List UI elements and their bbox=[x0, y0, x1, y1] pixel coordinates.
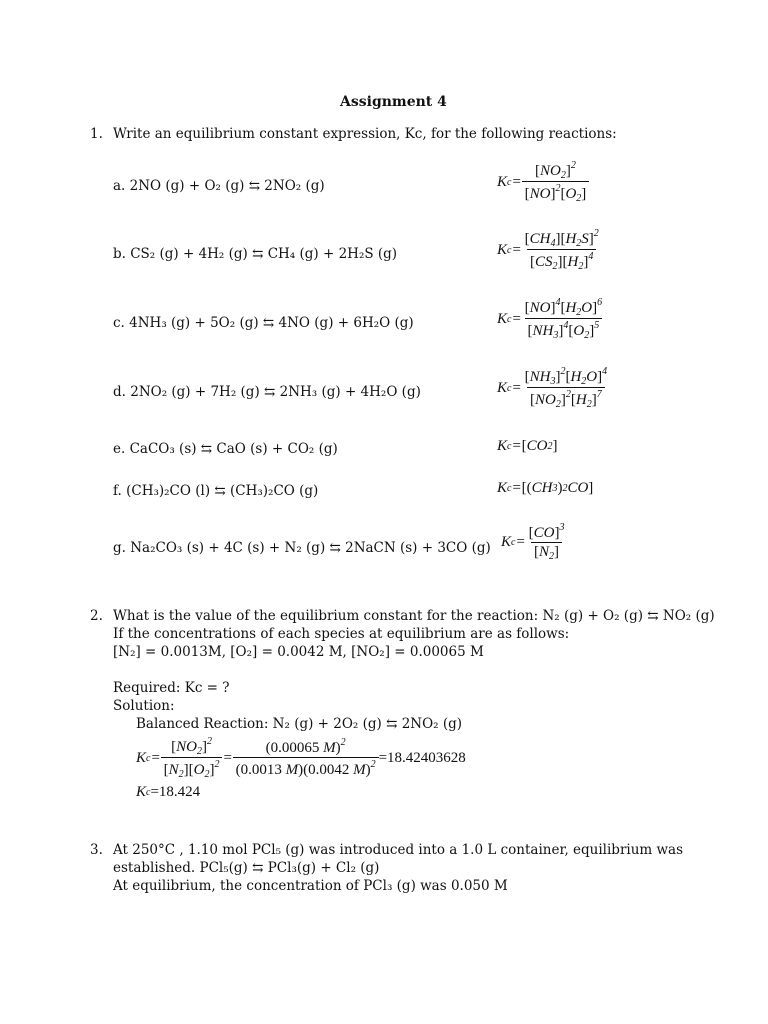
q1-item-e: e. CaCO₃ (s) ⇆ CaO (s) + CO₂ (g) bbox=[113, 441, 338, 457]
kc-expression-c: K c = $\frac{[NO]^4[H_2O]^6}{[NH_3]^4[O_2]^5}$ bbox=[497, 297, 603, 341]
q2-balanced-reaction: Balanced Reaction: N₂ (g) + 2O₂ (g) ⇆ 2NO₂ (g) bbox=[136, 716, 463, 732]
kc-expression-a: K c = $\frac{[NO_2]^2}{[NO]^2[O_2]}$ bbox=[497, 160, 589, 204]
q3-line1: At 250°C , 1.10 mol PCl₅ (g) was introduced into a 1.0 L container, equilibrium was bbox=[113, 842, 684, 858]
q1-text: Write an equilibrium constant expression, Kc, for the following reactions: bbox=[113, 126, 617, 142]
kc-expression-b: K c = $\frac{[CH_4][H_2S]^2}{[CS_2][H_2]^4}$ bbox=[497, 228, 599, 272]
q3-line2: established. PCl₅(g) ⇆ PCl₃(g) + Cl₂ (g) bbox=[113, 860, 380, 876]
q1-item-f: f. (CH₃)₂CO (l) ⇆ (CH₃)₂CO (g) bbox=[113, 483, 319, 499]
q2-final-answer: K c =18.424 bbox=[136, 784, 201, 800]
page-title: Assignment 4 bbox=[340, 94, 447, 110]
q2-number: 2. bbox=[90, 608, 103, 624]
kc-expression-e: K c = [ CO 2 ] bbox=[497, 438, 558, 454]
kc-expression-d: K c = $\frac{[NH_3]^2[H_2O]^4}{[NO_2]^2[H_2]^7}$ bbox=[497, 366, 608, 410]
q3-number: 3. bbox=[90, 842, 103, 858]
q2-final-value: =18.424 bbox=[150, 784, 201, 800]
q1-item-d: d. 2NO₂ (g) + 7H₂ (g) ⇆ 2NH₃ (g) + 4H₂O (g) bbox=[113, 384, 421, 400]
q2-line3: [N₂] = 0.0013M, [O₂] = 0.0042 M, [NO₂] = 0.00065 M bbox=[113, 644, 484, 660]
q2-required: Required: Kc = ? bbox=[113, 680, 230, 696]
q2-result-value: =18.42403628 bbox=[378, 749, 466, 766]
q2-solution: Solution: bbox=[113, 698, 175, 714]
kc-expression-g: K c = $\frac{[CO]^3}{[N_2]}$ bbox=[501, 522, 565, 562]
q2-line2: If the concentrations of each species at equilibrium are as follows: bbox=[113, 626, 570, 642]
q1-item-g: g. Na₂CO₃ (s) + 4C (s) + N₂ (g) ⇆ 2NaCN (s) + 3CO (g) bbox=[113, 540, 491, 556]
q1-item-b: b. CS₂ (g) + 4H₂ (g) ⇆ CH₄ (g) + 2H₂S (g) bbox=[113, 246, 398, 262]
q1-item-a: a. 2NO (g) + O₂ (g) ⇆ 2NO₂ (g) bbox=[113, 178, 325, 194]
q2-line1: What is the value of the equilibrium constant for the reaction: N₂ (g) + O₂ (g) ⇆ NO₂ (g) bbox=[113, 608, 715, 624]
q2-kc-calculation: K c = $\frac{[NO_2]^2}{[N_2][O_2]^2}$ = $\frac{(0.00065 M)^2}{(0.0013 M)(0.0042 M)^2}$ =18.42403628 bbox=[136, 736, 466, 780]
q1-item-c: c. 4NH₃ (g) + 5O₂ (g) ⇆ 4NO (g) + 6H₂O (g) bbox=[113, 315, 414, 331]
kc-expression-f: K c = [( CH 3 ) 2 CO ] bbox=[497, 480, 594, 496]
q3-line3: At equilibrium, the concentration of PCl₃ (g) was 0.050 M bbox=[113, 878, 508, 894]
q1-number: 1. bbox=[90, 126, 103, 142]
